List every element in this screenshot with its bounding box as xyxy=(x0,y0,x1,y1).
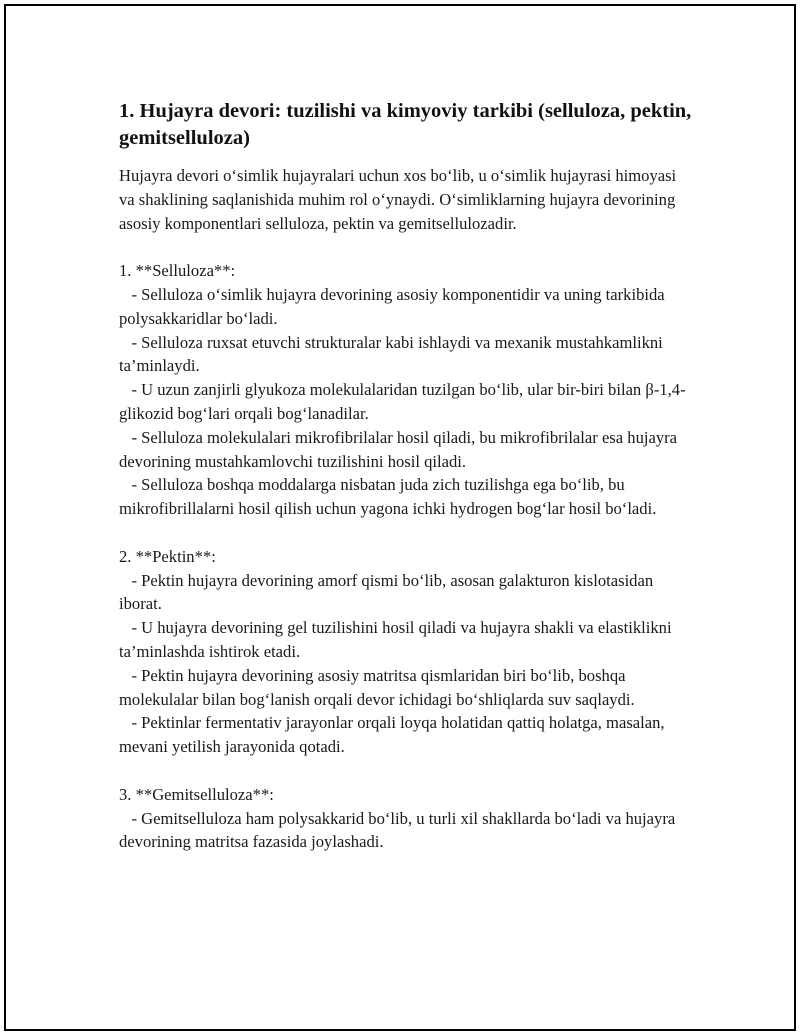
section-heading: 1. **Selluloza**: xyxy=(119,261,236,281)
list-item: - Selluloza o‘simlik hujayra devorining asosiy komponentidir va uning tarkibida polysakkaridlar bo‘ladi. xyxy=(119,284,669,328)
intro-paragraph: Hujayra devori o‘simlik hujayralari uchun xos bo‘lib, u o‘simlik hujayrasi himoyasi va shaklining saqlanishida muhim rol o‘ynaydi. O‘simliklarning hujayra devorining asosiy komponentlari selluloza, pektin va gemitsellulozadir. xyxy=(119,166,681,233)
document-content xyxy=(119,98,694,854)
list-item: - Pektin hujayra devorining amorf qismi bo‘lib, asosan galakturon kislotasidan iborat. xyxy=(119,570,658,614)
list-item: - U hujayra devorining gel tuzilishini hosil qiladi va hujayra shakli va elastiklikni ta’minlashda ishtirok etadi. xyxy=(119,618,676,661)
section-heading: 2. **Pektin**: xyxy=(119,546,216,566)
section-pektin xyxy=(119,545,694,759)
section-heading: 3. **Gemitselluloza**: xyxy=(119,784,274,804)
list-item: - Selluloza boshqa moddalarga nisbatan juda zich tuzilishga ega bo‘lib, bu mikrofibrillalarni hosil qilish uchun yagona ichki hydrogen bog‘lar hosil bo‘ladi. xyxy=(119,475,657,519)
list-item: - Pektinlar fermentativ jarayonlar orqali loyqa holatidan qattiq holatga, masalan, mevani yetilish jarayonida qotadi. xyxy=(119,713,669,757)
list-item: - Selluloza ruxsat etuvchi strukturalar kabi ishlaydi va mexanik mustahkamlikni ta’minlaydi. xyxy=(119,332,667,376)
list-item: - Gemitselluloza ham polysakkarid bo‘lib, u turli xil shakllarda bo‘ladi va hujayra devorining matritsa fazasida joylashadi. xyxy=(119,808,680,852)
page-frame xyxy=(4,4,796,1031)
section-selluloza xyxy=(119,259,694,521)
list-item: - U uzun zanjirli glyukoza molekulalaridan tuzilgan bo‘lib, ular bir-biri bilan β-1,4-glikozid bog‘lari orqali bog‘lanadilar. xyxy=(119,380,686,423)
list-item: - Selluloza molekulalari mikrofibrilalar hosil qiladi, bu mikrofibrilalar esa hujayra devorining mustahkamlovchi tuzilishini hosil qiladi. xyxy=(119,427,682,471)
document-title: 1. Hujayra devori: tuzilishi va kimyoviy tarkibi (selluloza, pektin, gemitselluloza) xyxy=(119,100,692,149)
list-item: - Pektin hujayra devorining asosiy matritsa qismlaridan biri bo‘lib, boshqa molekulalar bilan bog‘lanish orqali devor ichidagi bo‘shliqlarda suv saqlaydi. xyxy=(119,665,635,709)
section-gemitselluloza xyxy=(119,783,694,854)
